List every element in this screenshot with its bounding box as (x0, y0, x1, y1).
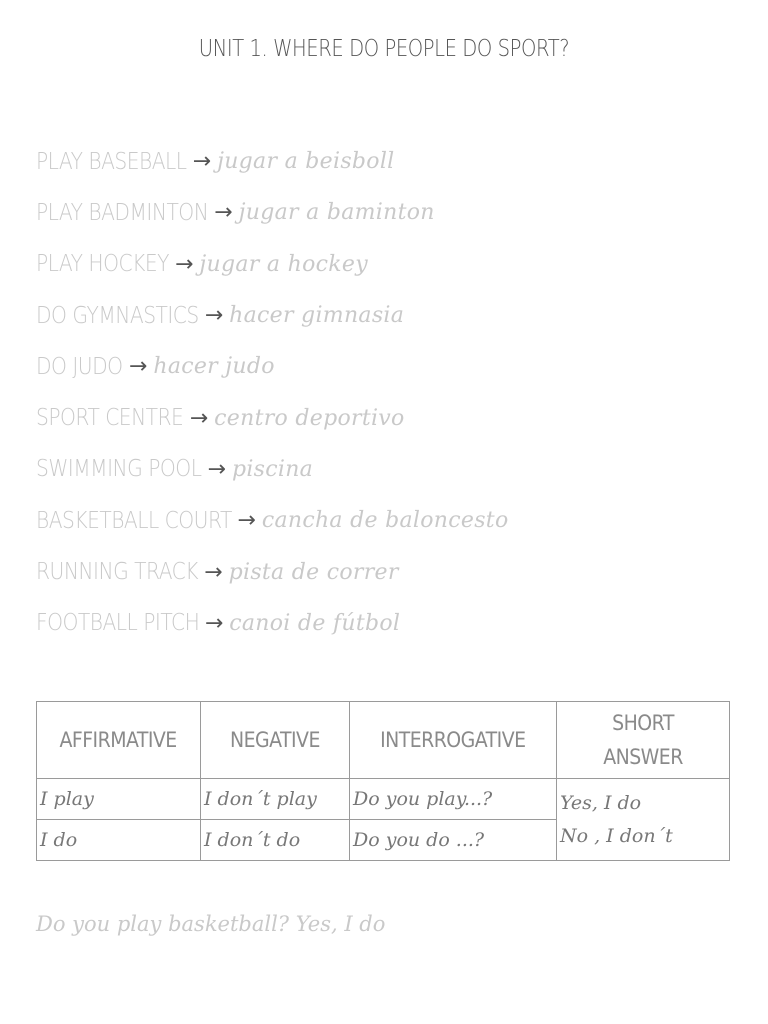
vocab-term: PLAY BADMINTON (36, 199, 209, 226)
vocab-item (36, 136, 736, 187)
vocab-translation: piscina (231, 456, 314, 482)
header-affirmative: AFFIRMATIVE (37, 702, 201, 779)
vocab-term: RUNNING TRACK (36, 559, 199, 586)
cell-interrogative: Do you play...? (350, 779, 557, 820)
vocab-term: DO GYMNASTICS (36, 302, 199, 329)
header-short-answer: SHORT ANSWER (557, 702, 730, 779)
vocab-translation: canoi de fútbol (229, 610, 401, 636)
short-answer-no: No , I don´t (560, 825, 673, 847)
vocab-term: PLAY HOCKEY (36, 251, 169, 278)
right-arrow-icon: → (204, 303, 224, 329)
vocabulary-list (36, 136, 736, 649)
cell-affirmative: I play (37, 779, 201, 820)
right-arrow-icon: → (189, 405, 209, 431)
short-answer-yes: Yes, I do (560, 792, 642, 814)
vocab-translation: jugar a beisboll (217, 149, 395, 175)
vocab-item (36, 392, 736, 443)
vocab-translation: jugar a hockey (199, 251, 368, 277)
grammar-table (36, 701, 730, 861)
cell-interrogative: Do you do ...? (350, 820, 557, 861)
vocab-translation: hacer gimnasia (229, 303, 405, 329)
cell-negative: I don´t play (201, 779, 350, 820)
vocab-translation: hacer judo (153, 354, 275, 380)
right-arrow-icon: → (204, 559, 223, 585)
example-sentence: Do you play basketball? Yes, I do (36, 912, 386, 936)
vocab-term: SWIMMING POOL (36, 456, 202, 483)
right-arrow-icon: → (207, 456, 226, 482)
right-arrow-icon: → (237, 508, 256, 534)
vocab-item (36, 290, 736, 341)
vocab-term: BASKETBALL COURT (36, 507, 232, 534)
vocab-item (36, 187, 736, 238)
vocab-term: PLAY BASEBALL (36, 148, 187, 175)
right-arrow-icon: → (192, 149, 212, 175)
right-arrow-icon: → (174, 251, 194, 277)
header-negative: NEGATIVE (201, 702, 350, 779)
vocab-item (36, 495, 736, 546)
vocab-item (36, 598, 736, 649)
vocab-term: FOOTBALL PITCH (36, 610, 200, 637)
cell-affirmative: I do (37, 820, 201, 861)
cell-negative: I don´t do (201, 820, 350, 861)
vocab-term: SPORT CENTRE (36, 405, 184, 432)
vocab-item (36, 546, 736, 597)
page-title: UNIT 1. WHERE DO PEOPLE DO SPORT? (198, 36, 570, 62)
vocab-item (36, 341, 736, 392)
right-arrow-icon: → (204, 610, 224, 636)
header-interrogative: INTERROGATIVE (350, 702, 557, 779)
vocab-translation: pista de correr (228, 559, 399, 585)
vocab-translation: cancha de baloncesto (261, 508, 509, 534)
vocab-item (36, 239, 736, 290)
cell-short-answer (557, 779, 730, 861)
right-arrow-icon: → (214, 200, 233, 226)
vocab-translation: jugar a baminton (238, 200, 435, 226)
vocab-item (36, 444, 736, 495)
right-arrow-icon: → (128, 354, 148, 380)
table-row (37, 779, 730, 820)
vocab-term: DO JUDO (36, 353, 123, 380)
vocab-translation: centro deportivo (214, 405, 405, 431)
table-header-row (37, 702, 730, 779)
